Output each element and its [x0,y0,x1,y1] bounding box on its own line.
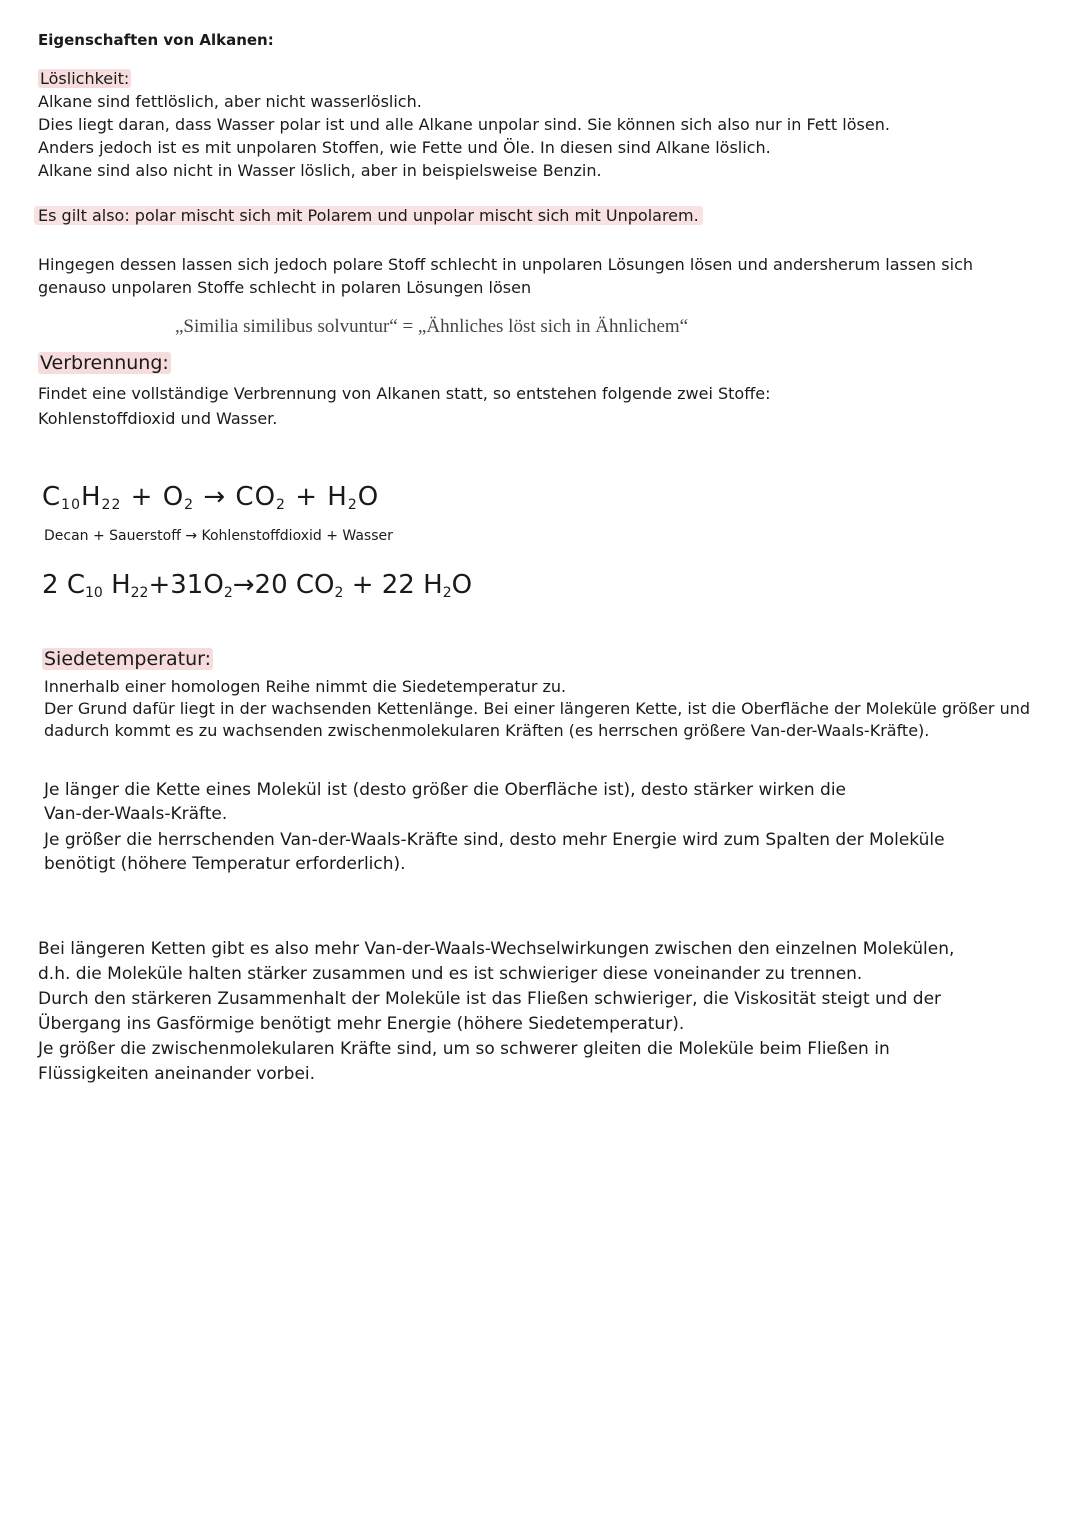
solubility-line-3: Anders jedoch ist es mit unpolaren Stoffen, wie Fette und Öle. In diesen sind Alkane löslich. [38,138,771,157]
boiling-para3-line-6: Flüssigkeiten aneinander vorbei. [38,1064,316,1084]
boiling-para3-line-2: d.h. die Moleküle halten stärker zusammen und es ist schwieriger diese voneinander zu trennen. [38,964,863,984]
boiling-para3-line-3: Durch den stärkeren Zusammenhalt der Moleküle ist das Fließen schwieriger, die Viskosität steigt und der [38,989,942,1009]
combustion-line-2: Kohlenstoffdioxid und Wasser. [38,409,278,428]
contrast-line-1: Hingegen dessen lassen sich jedoch polare Stoff schlecht in unpolaren Lösungen lösen und andersherum lassen sich [38,255,973,274]
contrast-line-2: genauso unpolaren Stoffe schlecht in polaren Lösungen lösen [38,278,532,297]
word-equation: Decan + Sauerstoff → Kohlenstoffdioxid + Wasser [44,528,393,544]
equation-decan-balanced: 2 $C_{10}$ $H_{22}+31O_2\to 20$ $CO_2 + 22$ $H_2O$ [42,570,473,601]
solubility-rule: Es gilt also: polar mischt sich mit Polarem und unpolar mischt sich mit Unpolarem. [34,205,703,227]
combustion-line-1: Findet eine vollständige Verbrennung von Alkanen statt, so entstehen folgende zwei Stoffe: [38,384,771,403]
boiling-para3-line-1: Bei längeren Ketten gibt es also mehr Van-der-Waals-Wechselwirkungen zwischen den einzelnen Molekülen, [38,939,955,959]
solubility-line-4: Alkane sind also nicht in Wasser löslich, aber in beispielsweise Benzin. [38,161,602,180]
boiling-para3-line-4: Übergang ins Gasförmige benötigt mehr Energie (höhere Siedetemperatur). [38,1014,685,1034]
boiling-para3-line-5: Je größer die zwischenmolekularen Kräfte sind, um so schwerer gleiten die Moleküle beim Fließen in [38,1039,890,1059]
boiling-heading: Siedetemperatur: [44,648,212,670]
page-title: Eigenschaften von Alkanen: [38,31,274,49]
solubility-heading: Löslichkeit: [40,69,130,88]
solubility-line-2: Dies liegt daran, dass Wasser polar ist und alle Alkane unpolar sind. Sie können sich also nur in Fett lösen. [38,115,890,134]
latin-quote: „Similia similibus solvuntur“ = „Ähnliches löst sich in Ähnlichem“ [175,316,689,337]
boiling-para2-line-3: Je größer die herrschenden Van-der-Waals-Kräfte sind, desto mehr Energie wird zum Spalten der Moleküle [44,830,945,850]
boiling-line-2: Der Grund dafür liegt in der wachsenden Kettenlänge. Bei einer längeren Kette, ist die Oberfläche der Moleküle größer und [44,699,1031,718]
boiling-line-3: dadurch kommt es zu wachsenden zwischenmolekularen Kräften (es herrschen größere Van-der-Waals-Kräfte). [44,721,930,740]
boiling-para2-line-4: benötigt (höhere Temperatur erforderlich). [44,854,406,874]
boiling-line-1: Innerhalb einer homologen Reihe nimmt die Siedetemperatur zu. [44,677,567,696]
equation-decan-unbalanced: $C_{10}H_{22} + O_2 \to CO_2 + H_2O$ [42,482,380,513]
boiling-para2-line-2: Van-der-Waals-Kräfte. [44,804,228,824]
combustion-heading: Verbrennung: [40,352,169,374]
boiling-para2-line-1: Je länger die Kette eines Molekül ist (desto größer die Oberfläche ist), desto stärker wirken die [44,780,846,800]
solubility-line-1: Alkane sind fettlöslich, aber nicht wasserlöslich. [38,92,422,111]
